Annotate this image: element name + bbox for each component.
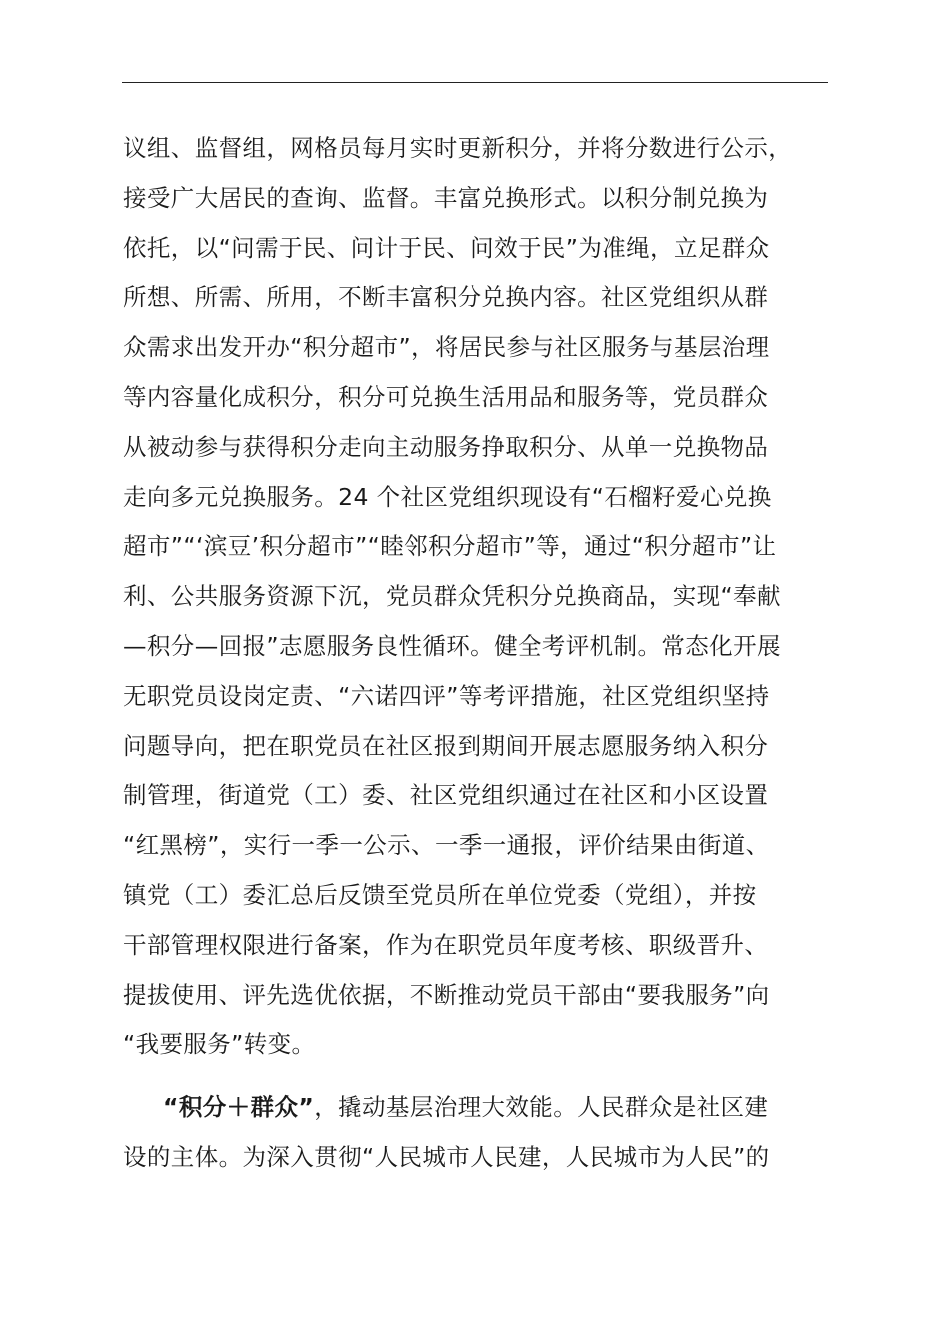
header-rule (122, 82, 828, 83)
text-line: —积分—回报”志愿服务良性循环。健全考评机制。常态化开展 (123, 631, 781, 660)
text-line: 提拔使用、评先选优依据，不断推动党员干部由“要我服务”向 (123, 980, 770, 1009)
text-line: 超市”“‘滨豆’积分超市”“睦邻积分超市”等，通过“积分超市”让 (123, 532, 777, 561)
text-line: 利、公共服务资源下沉，党员群众凭积分兑换商品，实现“奉献 (123, 582, 781, 611)
paragraph-heading: “积分＋群众” (163, 1093, 315, 1122)
text-line: 走向多元兑换服务。24 个社区党组织现设有“石榴籽爱心兑换 (123, 482, 772, 511)
text-line: 所想、所需、所用，不断丰富积分兑换内容。社区党组织从群 (123, 283, 769, 312)
text-line: 问题导向，把在职党员在社区报到期间开展志愿服务纳入积分 (123, 731, 769, 760)
text-line: 干部管理权限进行备案，作为在职党员年度考核、职级晋升、 (123, 930, 769, 959)
paragraph-spacer (123, 1070, 843, 1083)
text-line: 接受广大居民的查询、监督。丰富兑换形式。以积分制兑换为 (123, 183, 769, 212)
text-line (123, 1083, 843, 1133)
text-line: 从被动参与获得积分走向主动服务挣取积分、从单一兑换物品 (123, 432, 769, 461)
paragraph-heading-continuation: ，撬动基层治理大效能。人民群众是社区建 (314, 1093, 769, 1122)
document-body (123, 124, 843, 1183)
text-line: 设的主体。为深入贯彻“人民城市人民建，人民城市为人民”的 (123, 1142, 770, 1171)
paragraph-1 (123, 124, 843, 1070)
text-line: 议组、监督组，网格员每月实时更新积分，并将分数进行公示， (123, 134, 793, 162)
text-line: 等内容量化成积分，积分可兑换生活用品和服务等，党员群众 (123, 382, 769, 411)
text-line: “红黑榜”，实行一季一公示、一季一通报，评价结果由街道、 (123, 831, 770, 860)
text-line: 无职党员设岗定责、“六诺四评”等考评措施，社区党组织坚持 (123, 681, 770, 710)
paragraph-2 (123, 1083, 843, 1183)
text-line: 镇党（工）委汇总后反馈至党员所在单位党委（党组），并按 (123, 880, 757, 909)
text-line: “我要服务”转变。 (123, 1030, 316, 1059)
text-line: 众需求出发开办“积分超市”，将居民参与社区服务与基层治理 (123, 333, 770, 362)
text-line: 制管理，街道党（工）委、社区党组织通过在社区和小区设置 (123, 781, 769, 810)
text-line: 依托，以“问需于民、问计于民、问效于民”为准绳，立足群众 (123, 233, 770, 262)
